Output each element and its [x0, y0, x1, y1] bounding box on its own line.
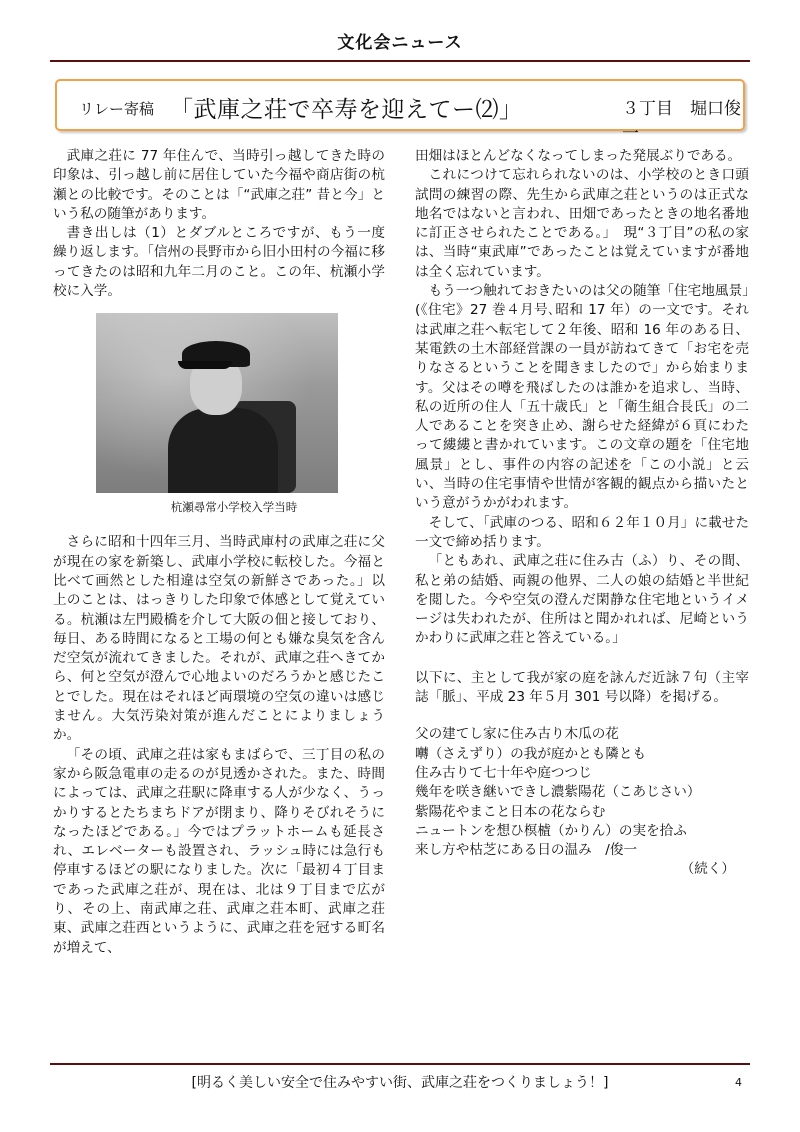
haiku-line: 父の建てし家に住み古り木瓜の花	[415, 726, 619, 743]
paragraph: 以下に、主として我が家の庭を詠んだ近詠７句（主宰誌「脈」、平成 23 年５月 301 号以降）を掲げる。	[415, 669, 749, 706]
left-column	[53, 147, 385, 958]
newsletter-masthead: 文化会ニュース	[337, 33, 463, 53]
photo-caption: 杭瀬尋常小学校入学当時	[170, 500, 298, 515]
haiku-line: 来し方や枯芝にある日の温み /俊一	[415, 842, 638, 859]
haiku-line: 住み古りて七十年や庭つつじ	[415, 764, 592, 781]
footer-divider	[50, 1063, 750, 1065]
paragraph: 「その頃、武庫之荘は家もまばらで、三丁目の私の家から阪急電車の走るのが見透かされた。また、時間によっては、武庫之荘駅に降車する人が少なく、うっかりするとたちまちドアが閉まり、降りそびれそうになったほどである。」今ではプラットホームも延長され、エレベーターも設置され、ラッシュ時には急行も停車するほどの駅になりました。次に「最初４丁目まであった武庫之荘が、現在は、北は９丁目まで広がり、その上、南武庫之荘、武庫之荘本町、武庫之荘東、武庫之荘西というように、武庫之荘を冠する町名が増えて、	[53, 746, 385, 956]
haiku-line: 紫陽花やまこと日本の花ならむ	[415, 803, 606, 820]
boy-uniform-shape	[168, 408, 278, 493]
right-column	[415, 147, 749, 880]
page-number: 4	[735, 1076, 742, 1089]
haiku-list	[415, 725, 749, 860]
school-entrance-photo	[96, 313, 338, 493]
article-author: ３丁目 堀口俊一	[622, 99, 741, 144]
footer-slogan: [明るく美しい安全で住みやすい街、武庫之荘をつくりましょう！]	[191, 1075, 609, 1091]
quoted-paragraph: 「ともあれ、武庫之荘に住み古（ふ）り、その間、私と弟の結婚、両親の他界、二人の娘の結婚と半世紀を閲した。今や空気の澄んだ閑静な住宅地というイメージは失われたが、住所はと聞かれれば、尼崎というかわりに武庫之荘と答えている。」	[415, 553, 749, 647]
paragraph: さらに昭和十四年三月、当時武庫村の武庫之荘に父が現在の家を新築し、武庫小学校に転校した。今福と比べて画然とした相違は空気の新鮮さであった。」以上のことは、はっきりした印象で体感として覚えている。杭瀬は左門殿橋を介して大阪の佃と接しており、毎日、ある時間になると工場の何とも嫌な臭気を含んだ空気が流れてきました。それが、武庫之荘へきてから、何と空気が澄んで心地よいのだろうかと感じたことでした。現在はそれほど両環境の空気の違いは感じません。大気汚染対策が進んだことによりましょうか。	[53, 534, 385, 744]
haiku-line: 幾年を咲き継いできし濃紫陽花（こあじさい）	[415, 784, 701, 801]
article-title-box	[55, 79, 745, 144]
paragraph: 田畑はほとんどなくなってしまった発展ぶりである。	[415, 148, 742, 164]
continued-marker: （続く）	[680, 861, 735, 878]
paragraph: そして、「武庫のつる、昭和６２年１０月」に載せた一文で締め括ります。	[415, 514, 749, 550]
paragraph: これにつけて忘れられないのは、小学校のとき口頭試問の練習の際、先生から武庫之荘というのは正式な地名ではないと言われ、田畑であったときの地名番地に訂正させられたことである。」 現“３丁目”の私の家は、当時“東武庫”であったことは覚えていますが番地は全く忘れています。	[415, 167, 749, 280]
paragraph: 武庫之荘に 77 年住んで、当時引っ越してきた時の印象は、引っ越し前に居住していた今福や商店街の杭瀬との比較です。そのことは「“武庫之荘” 昔と今」という私の随筆があります。	[53, 148, 385, 222]
haiku-line: ニュートンを想ひ榠樝（かりん）の実を拾ふ	[415, 822, 687, 839]
paragraph: 書き出しは（1）とダブルところですが、もう一度繰り返します。「信州の長野市から旧小田村の今福に移ってきたのは昭和九年二月のこと。この年、杭瀬小学校に入学。	[53, 225, 385, 300]
paragraph: もう一つ触れておきたいのは父の随筆「住宅地風景」(《住宅》27 巻４月号､昭和 17 年）の一文です。それは武庫之荘へ転宅して２年後、昭和 16 年のある日、某電鉄の土木部経営課の一員が訪ねてきて「お宅を売りなさるということを聞きましたので」から始まります。父はその噂を飛ばしたのは誰かを追求し、当時、私の近所の住人「五十歳氏」と「衛生組合長氏」の二人であることを突き止め、謝らせた経緯が６頁にわたって縷縷と書かれています。この文章の題を「住宅地風景」とし、事件の内容の記述を「この小説」と云い、当時の住宅事情や世情が客観的観点から描いたという意がうかがわれます。	[415, 283, 749, 512]
cap-visor-shape	[178, 361, 232, 369]
haiku-line: 囀（さえずり）の我が庭かとも隣とも	[415, 745, 647, 762]
series-label: リレー寄稿	[79, 100, 155, 118]
header-divider	[50, 60, 750, 62]
article-title: 「武庫之荘で卒寿を迎えてー⑵」	[170, 97, 523, 123]
